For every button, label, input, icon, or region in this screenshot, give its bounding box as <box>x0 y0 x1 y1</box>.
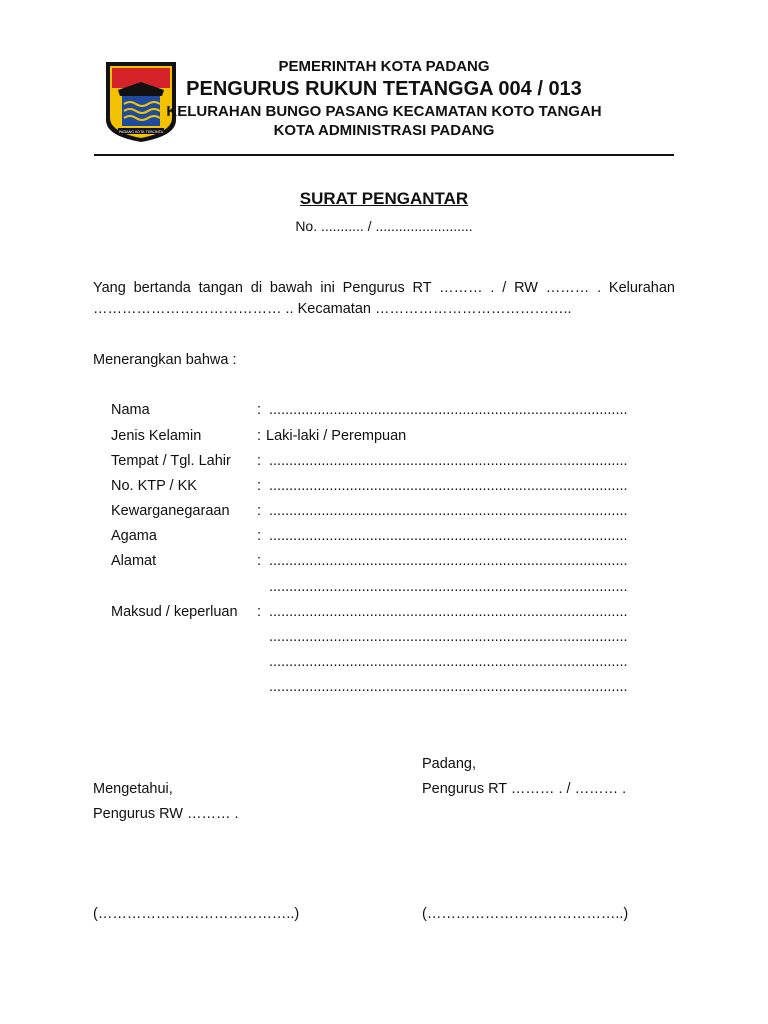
field-value-purpose-cont: ......................................................................................... <box>269 679 628 695</box>
signature-rt-role: Pengurus RT ……… . / ……… . <box>422 781 627 797</box>
header-organization: PENGURUS RUKUN TETANGGA 004 / 013 <box>186 78 582 100</box>
field-label-id: No. KTP / KK <box>111 478 197 494</box>
field-colon: : <box>257 503 262 519</box>
field-value-birth: ......................................................................................... <box>269 453 628 469</box>
field-value-purpose-cont: ......................................................................................... <box>269 654 628 670</box>
field-label-gender: Jenis Kelamin <box>111 428 202 444</box>
field-colon: : <box>257 553 262 569</box>
field-colon: : <box>257 402 262 418</box>
field-value-purpose: ......................................................................................... <box>269 604 628 620</box>
header-city: KOTA ADMINISTRASI PADANG <box>273 122 495 139</box>
intro-line-2: ………………………………… .. Kecamatan ………………………………….. <box>93 301 572 317</box>
explains-text: Menerangkan bahwa : <box>93 352 237 368</box>
field-colon: : <box>257 428 262 444</box>
field-value-name: ......................................................................................... <box>269 402 628 418</box>
field-label-citizenship: Kewarganegaraan <box>111 503 230 519</box>
field-label-address: Alamat <box>111 553 157 569</box>
header-district: KELURAHAN BUNGO PASANG KECAMATAN KOTO TANGAH <box>166 103 602 120</box>
field-value-citizenship: ......................................................................................... <box>269 503 628 519</box>
field-colon: : <box>257 478 262 494</box>
field-value-purpose-cont: ......................................................................................... <box>269 629 628 645</box>
header-divider <box>94 154 674 156</box>
field-label-purpose: Maksud / keperluan <box>111 604 238 620</box>
signature-acknowledge: Mengetahui, <box>93 781 173 797</box>
signature-rt-name: (…………………………………..) <box>422 906 629 922</box>
field-label-name: Nama <box>111 402 150 418</box>
letter-title: SURAT PENGANTAR <box>299 189 469 208</box>
field-value-address-cont: ......................................................................................... <box>269 579 628 595</box>
signature-rw-name: (…………………………………..) <box>93 906 300 922</box>
signature-rw-role: Pengurus RW ……… . <box>93 806 239 822</box>
letter-number: No. ........... / ......................... <box>295 218 473 234</box>
field-label-birth: Tempat / Tgl. Lahir <box>111 453 231 469</box>
field-value-religion: ......................................................................................... <box>269 528 628 544</box>
intro-line-1: Yang bertanda tangan di bawah ini Pengurus RT ……… . / RW ……… . Kelurahan <box>93 280 675 296</box>
field-value-id: ......................................................................................... <box>269 478 628 494</box>
logo-motto: PADANG KOTA TERCINTA <box>118 130 164 134</box>
field-colon: : <box>257 604 262 620</box>
signature-place-date: Padang, <box>422 756 477 772</box>
field-colon: : <box>257 453 262 469</box>
field-value-gender: Laki-laki / Perempuan <box>266 428 407 444</box>
field-value-address: ......................................................................................... <box>269 553 628 569</box>
field-colon: : <box>257 528 262 544</box>
header-government: PEMERINTAH KOTA PADANG <box>278 58 490 75</box>
field-label-religion: Agama <box>111 528 157 544</box>
